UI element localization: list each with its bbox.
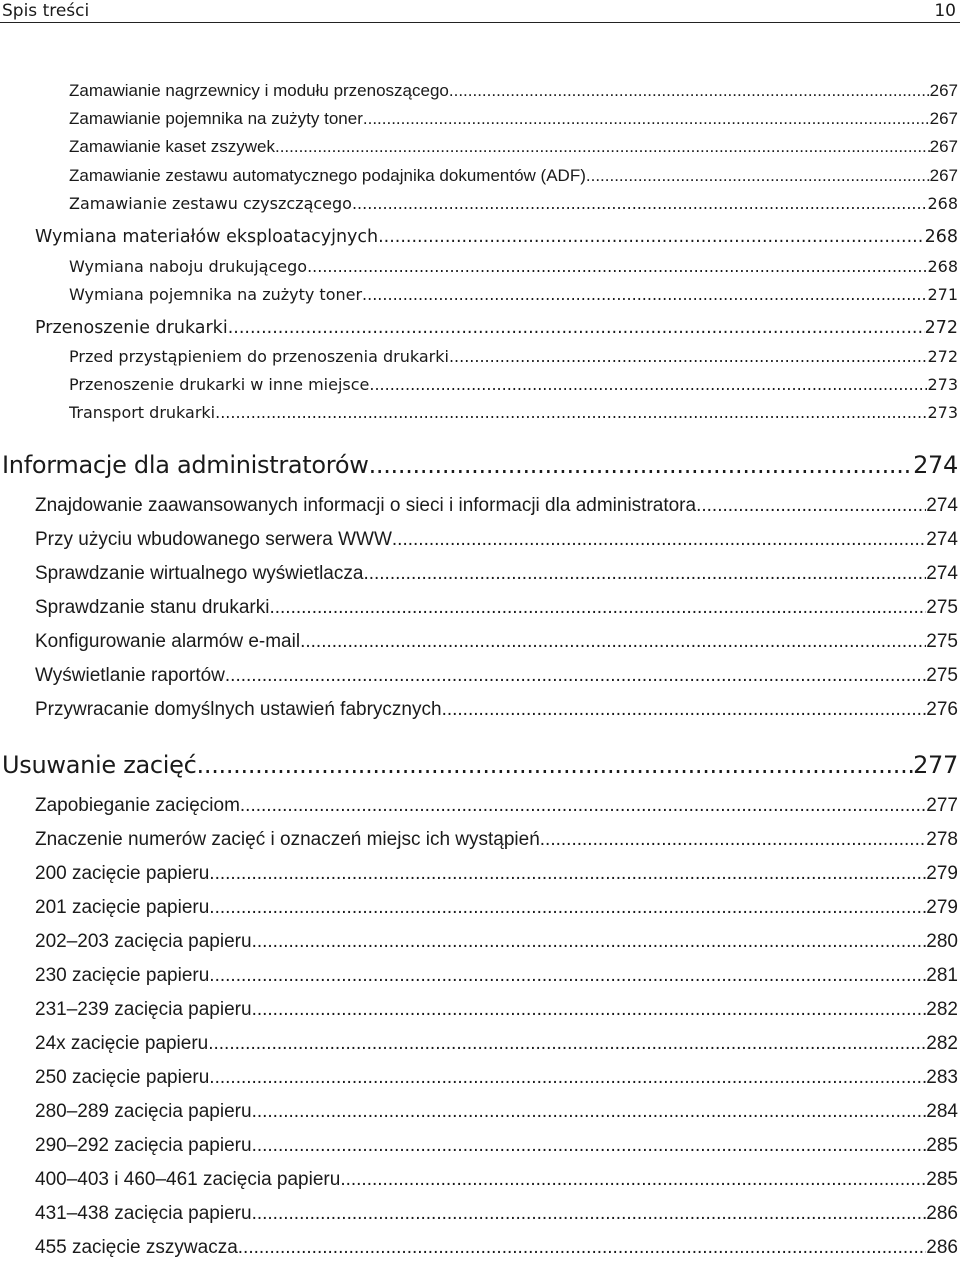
toc-entry[interactable] [35, 561, 958, 587]
toc-entry-title: 455 zacięcie zszywacza [35, 1237, 238, 1258]
header-title: Spis treści [2, 1, 90, 21]
leader-dots [362, 284, 927, 306]
toc-entry[interactable] [35, 595, 958, 621]
toc-entry-title: Wymiana naboju drukującego [69, 257, 308, 276]
toc-entry-page: 272 [927, 347, 958, 366]
toc-entry-title: Przy użyciu wbudowanego serwera WWW [35, 529, 392, 550]
leader-dots [363, 108, 930, 130]
toc-entry[interactable] [35, 861, 958, 887]
leader-dots [240, 793, 926, 819]
toc-entry[interactable] [35, 663, 958, 689]
toc-entry-title: 202–203 zacięcia papieru [35, 931, 252, 952]
toc-entry-title: Przywracanie domyślnych ustawień fabrycznych [35, 699, 442, 720]
leader-dots [252, 997, 927, 1023]
leader-dots [215, 402, 927, 424]
leader-dots [352, 193, 927, 215]
toc-entry-title: 201 zacięcie papieru [35, 897, 210, 918]
toc-entry[interactable] [35, 1099, 958, 1125]
toc-entry-title: 280–289 zacięcia papieru [35, 1101, 252, 1122]
toc-entry-page: 277 [926, 795, 958, 816]
toc-entry-page: 275 [926, 597, 958, 618]
toc-entry[interactable] [35, 1167, 958, 1193]
toc-entry-page: 267 [929, 166, 958, 185]
toc-entry[interactable] [35, 997, 958, 1023]
toc-entry[interactable] [35, 963, 958, 989]
toc-entry-title: Zamawianie zestawu automatycznego podajnika dokumentów (ADF) [69, 166, 586, 185]
toc-entry[interactable] [69, 108, 958, 130]
leader-dots [300, 629, 926, 655]
toc-entry-page: 275 [926, 631, 958, 652]
toc-entry-title: 200 zacięcie papieru [35, 863, 210, 884]
toc-entry[interactable] [69, 80, 958, 102]
toc-entry[interactable] [69, 374, 958, 396]
toc-entry-page: 268 [927, 257, 958, 276]
toc-entry[interactable] [35, 1133, 958, 1159]
toc-entry-page: 274 [913, 451, 958, 479]
toc-entry-page: 277 [913, 751, 958, 779]
toc-entry[interactable] [69, 165, 958, 187]
toc-entry-page: 267 [929, 137, 958, 156]
leader-dots [449, 80, 930, 102]
leader-dots [269, 595, 926, 621]
toc-entry-page: 286 [926, 1237, 958, 1258]
toc-entry-title: 24x zacięcie papieru [35, 1033, 209, 1054]
leader-dots [252, 1133, 927, 1159]
toc-entry-page: 279 [926, 897, 958, 918]
leader-dots [586, 165, 930, 187]
toc-entry[interactable] [35, 493, 958, 519]
toc-entry-title: 231–239 zacięcia papieru [35, 999, 252, 1020]
toc-entry[interactable] [35, 527, 958, 553]
toc-entry-title: 431–438 zacięcia papieru [35, 1203, 252, 1224]
toc-entry-page: 282 [926, 1033, 958, 1054]
toc-entry[interactable] [35, 827, 958, 853]
leader-dots [369, 449, 914, 481]
toc-entry-page: 272 [924, 318, 958, 338]
toc-entry-page: 274 [926, 495, 958, 516]
toc-entry-title: Sprawdzanie wirtualnego wyświetlacza [35, 563, 364, 584]
toc-chapter-entry[interactable] [2, 749, 958, 781]
toc-entry-title: Znaczenie numerów zacięć i oznaczeń miejsc ich wystąpień [35, 829, 540, 850]
toc-entry[interactable] [69, 284, 958, 306]
toc-entry[interactable] [35, 316, 958, 340]
toc-entry-title: Usuwanie zacięć [2, 751, 197, 779]
toc-entry-title: Zamawianie kaset zszywek [69, 137, 275, 156]
toc-entry[interactable] [35, 793, 958, 819]
toc-entry-page: 273 [927, 403, 958, 422]
toc-entry-page: 286 [926, 1203, 958, 1224]
leader-dots [369, 374, 927, 396]
toc-entry[interactable] [35, 929, 958, 955]
leader-dots [228, 316, 925, 340]
leader-dots [209, 861, 926, 887]
leader-dots [307, 256, 927, 278]
leader-dots [340, 1167, 926, 1193]
toc-entry-page: 273 [927, 375, 958, 394]
toc-entry-page: 268 [927, 194, 958, 213]
toc-entry[interactable] [69, 193, 958, 215]
toc-entry-page: 285 [926, 1169, 958, 1190]
toc-entry[interactable] [69, 136, 958, 158]
toc-entry-title: Informacje dla administratorów [2, 451, 369, 479]
toc-entry-page: 274 [926, 529, 958, 550]
leader-dots [252, 1201, 927, 1227]
toc-entry-title: Zamawianie zestawu czyszczącego [69, 194, 352, 213]
toc-entry-page: 282 [926, 999, 958, 1020]
toc-entry-title: Wymiana pojemnika na zużyty toner [69, 285, 363, 304]
leader-dots [540, 827, 927, 853]
toc-entry-page: 280 [926, 931, 958, 952]
toc-entry-title: Wyświetlanie raportów [35, 665, 225, 686]
toc-entry-title: Sprawdzanie stanu drukarki [35, 597, 270, 618]
leader-dots [209, 963, 926, 989]
leader-dots [209, 1065, 926, 1091]
leader-dots [197, 749, 914, 781]
leader-dots [252, 1099, 927, 1125]
toc-entry[interactable] [69, 402, 958, 424]
toc-entry-page: 281 [926, 965, 958, 986]
leader-dots [209, 895, 926, 921]
leader-dots [238, 1235, 927, 1261]
toc-entry-title: 400–403 i 460–461 zacięcia papieru [35, 1169, 341, 1190]
leader-dots [378, 225, 924, 249]
toc-entry[interactable] [35, 1031, 958, 1057]
leader-dots [696, 493, 926, 519]
toc-entry-title: Przenoszenie drukarki [35, 318, 228, 338]
toc-entry-page: 274 [926, 563, 958, 584]
toc-entry[interactable] [35, 1201, 958, 1227]
toc-entry[interactable] [69, 346, 958, 368]
leader-dots [392, 527, 926, 553]
leader-dots [363, 561, 926, 587]
toc-entry-page: 283 [926, 1067, 958, 1088]
toc-entry-title: Przed przystąpieniem do przenoszenia drukarki [69, 347, 449, 366]
toc-entry-page: 284 [926, 1101, 958, 1122]
toc-entry-page: 285 [926, 1135, 958, 1156]
toc-entry-title: 230 zacięcie papieru [35, 965, 210, 986]
toc-entry-title: Przenoszenie drukarki w inne miejsce [69, 375, 370, 394]
toc-entry[interactable] [35, 697, 958, 723]
leader-dots [442, 697, 927, 723]
leader-dots [275, 136, 930, 158]
toc-entry-title: Zapobieganie zacięciom [35, 795, 240, 816]
toc-entry-title: Zamawianie pojemnika na zużyty toner [69, 109, 363, 128]
toc-entry[interactable] [35, 895, 958, 921]
toc-entry-title: Znajdowanie zaawansowanych informacji o sieci i informacji dla administratora [35, 495, 697, 516]
toc-entry-title: Wymiana materiałów eksploatacyjnych [35, 227, 379, 247]
toc-entry[interactable] [35, 1235, 958, 1261]
toc-entry-page: 278 [926, 829, 958, 850]
toc-entry-title: Transport drukarki [69, 403, 216, 422]
leader-dots [252, 929, 927, 955]
toc-entry-page: 267 [929, 81, 958, 100]
toc-entry[interactable] [35, 225, 958, 249]
toc-entry-title: Konfigurowanie alarmów e-mail [35, 631, 301, 652]
toc-entry[interactable] [35, 629, 958, 655]
toc-entry-title: 290–292 zacięcia papieru [35, 1135, 252, 1156]
toc-entry-page: 271 [927, 285, 958, 304]
toc-entry-page: 268 [924, 227, 958, 247]
toc-entry-title: Zamawianie nagrzewnicy i modułu przenoszącego [69, 81, 449, 100]
toc-entry-page: 275 [926, 665, 958, 686]
toc-entry[interactable] [69, 256, 958, 278]
toc-chapter-entry[interactable] [2, 449, 958, 481]
leader-dots [449, 346, 928, 368]
toc-entry-page: 279 [926, 863, 958, 884]
toc-entry-page: 267 [929, 109, 958, 128]
leader-dots [225, 663, 926, 689]
leader-dots [208, 1031, 926, 1057]
header-page-number: 10 [934, 1, 956, 21]
toc-entry-page: 276 [926, 699, 958, 720]
page-header [0, 0, 960, 23]
toc-entry-title: 250 zacięcie papieru [35, 1067, 210, 1088]
toc-entry[interactable] [35, 1065, 958, 1091]
